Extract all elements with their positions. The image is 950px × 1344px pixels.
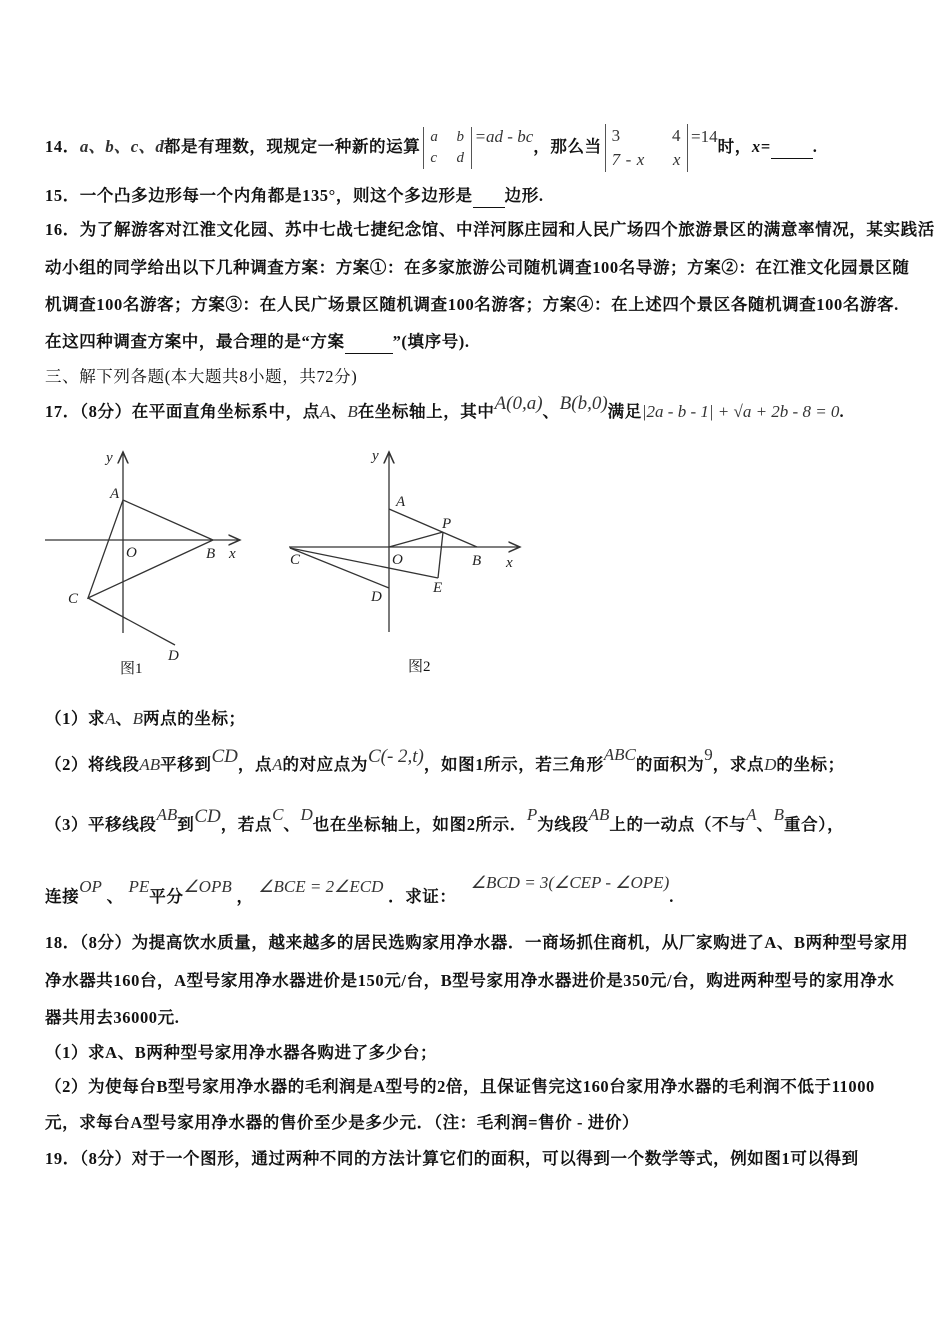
segment-cd: [290, 548, 389, 588]
text: 平分: [149, 887, 184, 906]
question-17: 17．（8分）在平面直角坐标系中，点A、B在坐标轴上，其中A(0,a)、B(b,0)满足|2a - b - 1| + √a + 2b - 8 = 0.: [45, 393, 845, 421]
text: x=: [751, 136, 771, 156]
math: ∠BCE = 2∠ECD: [258, 877, 384, 896]
text: ，: [236, 887, 254, 906]
det-cell: 4: [671, 126, 682, 145]
label-d: D: [168, 648, 179, 660]
question-16-line: 动小组的同学给出以下几种调查方案：方案①：在多家旅游公司随机调查100名导游；方案②：在江淮文化园景区随: [45, 258, 910, 277]
label-y: y: [372, 448, 379, 464]
label-x: x: [229, 546, 236, 562]
text: （2）将线段: [45, 755, 140, 774]
segment-ab: [389, 509, 477, 547]
text: 两点的坐标；: [143, 709, 246, 728]
label-c: C: [68, 591, 79, 607]
text: 平移到: [160, 755, 212, 774]
det-cell: b: [456, 129, 465, 145]
figure-1-caption: 图1: [120, 661, 143, 677]
figure-2-caption: 图2: [408, 659, 431, 675]
answer-blank[interactable]: [473, 185, 505, 208]
text: 15．一个凸多边形每一个内角都是135°，则这个多边形是: [45, 186, 473, 205]
math: B(b,0): [559, 393, 608, 414]
math: P: [526, 805, 538, 824]
text: ，若点: [220, 815, 273, 834]
answer-blank[interactable]: [771, 136, 813, 159]
det-cell: c: [430, 150, 438, 166]
question-number: 14．: [45, 136, 80, 156]
segment-ce: [290, 548, 438, 578]
question-17-part-3-cont: [45, 873, 674, 908]
det-cell: d: [456, 150, 465, 166]
question-14: [45, 124, 817, 172]
answer-blank[interactable]: [345, 331, 393, 354]
text: 的面积为: [635, 755, 705, 774]
math: CD: [211, 746, 238, 767]
segment-op: [389, 532, 443, 547]
text: 17．（8分）在平面直角坐标系中，点: [45, 402, 320, 421]
text: 、: [115, 709, 133, 728]
text: ，点: [237, 755, 273, 774]
math: B: [773, 805, 785, 824]
text: ，求点: [712, 755, 765, 774]
math-expr: =14: [691, 126, 718, 146]
text: 、: [283, 815, 301, 834]
label-o: O: [126, 545, 137, 561]
math-vars: a、b、c、d: [79, 136, 164, 156]
label-p: P: [442, 516, 452, 532]
math: C: [272, 805, 284, 824]
question-18-part-2-cont: 元，求每台A型号家用净水器的售价至少是多少元．（注：毛利润=售价 - 进价）: [45, 1113, 640, 1132]
question-19: 19．（8分）对于一个图形，通过两种不同的方法计算它们的面积，可以得到一个数学等式，例如图1可以得到: [45, 1149, 859, 1168]
label-x: x: [506, 555, 513, 571]
label-b: B: [206, 546, 216, 562]
math: D: [764, 755, 777, 774]
label-a: A: [396, 494, 406, 510]
math: D: [300, 805, 313, 824]
text: （3）平移线段: [45, 815, 157, 834]
math: ∠OPB: [183, 877, 232, 896]
math-condition: |2a - b - 1| + √a + 2b - 8 = 0: [641, 402, 840, 421]
text: 、: [542, 402, 560, 421]
math-expr: =ad - bc: [474, 126, 534, 146]
text: 在这四种调查方案中，最合理的是“方案: [45, 332, 345, 351]
question-15: [45, 185, 544, 208]
figure-2-labels: [290, 448, 513, 605]
question-18-line: 器共用去36000元.: [45, 1008, 180, 1027]
text: 、: [106, 887, 124, 906]
question-18-line: 净水器共160台，A型号家用净水器进价是150元/台，B型号家用净水器进价是350元/台，购进两种型号的家用净水: [45, 971, 895, 990]
question-17-part-3: [45, 805, 845, 836]
text: .: [669, 887, 674, 906]
question-18-part-1: （1）求A、B两种型号家用净水器各购进了多少台；: [45, 1043, 438, 1062]
segment-cd: [88, 598, 175, 645]
text: 重合），: [784, 815, 845, 834]
math: A: [746, 805, 757, 824]
label-e: E: [433, 580, 443, 596]
math: A(0,a): [494, 393, 543, 414]
label-c: C: [290, 552, 301, 568]
text: 连接: [45, 887, 80, 906]
math: ∠BCD = 3(∠CEP - ∠OPE): [470, 873, 670, 892]
math: AB: [139, 755, 161, 774]
figure-1-labels: [68, 450, 236, 660]
text: 、: [756, 815, 774, 834]
math: AB: [588, 805, 610, 824]
text: ”(填序号).: [392, 332, 470, 351]
text: 满足: [607, 402, 642, 421]
question-18-line: 18．（8分）为提高饮水质量，越来越多的居民选购家用净水器．一商场抓住商机，从厂家购进了A、B两种型号家用: [45, 933, 909, 952]
question-17-part-2: [45, 745, 845, 776]
text: 都是有理数，现规定一种新的运算: [163, 136, 421, 156]
label-b: B: [472, 553, 482, 569]
question-16-line: [45, 331, 470, 354]
text: 的坐标；: [776, 755, 845, 774]
text: 的对应点为: [282, 755, 368, 774]
figures: [0, 440, 560, 660]
section-heading: 三、解下列各题(本大题共8小题，共72分): [45, 367, 358, 386]
question-16-line: 16．为了解游客对江淮文化园、苏中七战七捷纪念馆、中洋河豚庄园和人民广场四个旅游景区的满意率情况，某实践活: [45, 220, 935, 239]
math: OP: [79, 877, 102, 896]
text: .: [812, 136, 818, 156]
math: 9: [704, 745, 713, 764]
question-16-line: 机调查100名游客；方案③：在人民广场景区随机调查100名游客；方案④：在上述四个景区各随机调查100名游客.: [45, 295, 899, 314]
label-d: D: [371, 589, 382, 605]
det-cell: a: [430, 129, 439, 145]
text: 、: [330, 402, 348, 421]
text: 边形.: [504, 186, 544, 205]
math: B: [132, 709, 144, 728]
math: CD: [194, 806, 221, 827]
label-o: O: [392, 552, 403, 568]
text: ，如图1所示，若三角形: [423, 755, 604, 774]
det-cell: 3: [611, 126, 621, 145]
label-a: A: [110, 486, 120, 502]
math: C(- 2,t): [367, 746, 424, 767]
text: 时，: [717, 136, 752, 156]
text: 也在坐标轴上，如图2所示．: [312, 815, 527, 834]
question-17-part-1: [45, 708, 246, 730]
determinant-problem: [605, 124, 688, 172]
det-cell: x: [672, 150, 682, 169]
math: ABC: [603, 745, 636, 764]
text: 为线段: [537, 815, 589, 834]
segment-pe: [438, 532, 443, 578]
text: ．求证：: [388, 887, 457, 906]
text: （1）求: [45, 709, 106, 728]
text: ，那么当: [533, 136, 602, 156]
label-y: y: [106, 450, 113, 466]
text: 在坐标轴上，其中: [357, 402, 495, 421]
det-cell: 7 - x: [611, 150, 645, 169]
math: A: [272, 755, 283, 774]
question-18-part-2: （2）为使每台B型号家用净水器的毛利润是A型号的2倍，且保证售完这160台家用净水器的毛利润不低于11000: [45, 1077, 875, 1096]
text: 到: [177, 815, 195, 834]
triangle-abc: [88, 500, 216, 598]
math: B: [347, 402, 358, 421]
math: PE: [128, 877, 150, 896]
math: A: [319, 402, 331, 421]
determinant-definition: [423, 127, 471, 169]
text: 上的一动点（不与: [609, 815, 747, 834]
figure-2: [289, 452, 520, 632]
math: AB: [156, 805, 178, 824]
math: A: [105, 709, 116, 728]
